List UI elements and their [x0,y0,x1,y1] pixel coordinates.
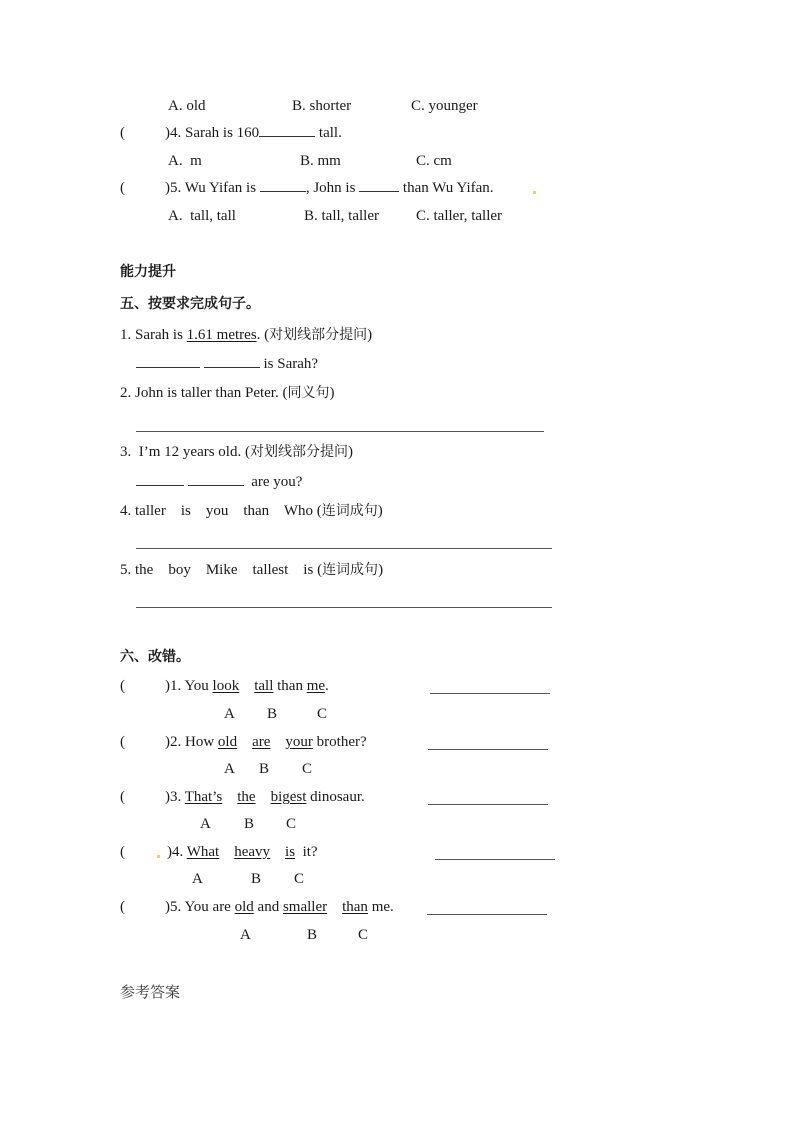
s6-text [256,789,271,805]
label-a: A [192,871,203,887]
answer-blank[interactable] [136,473,184,486]
s5-item-1-underlined: 1.61 metres [186,327,257,343]
label-a: A [224,706,235,722]
s5-item-1-post: . ( [256,327,270,343]
section6-title: 六、改错。 [120,649,190,665]
s6-text: it? [295,844,318,860]
s6-underlined-c: is [285,844,296,860]
s6-item-2 [165,733,367,751]
s6-underlined-a: What [186,844,220,860]
s6-text [219,844,234,860]
answer-key-heading: 参考答案 [120,983,181,1001]
q4-option-b: B. mm [300,153,341,169]
correction-line[interactable] [435,859,555,860]
s6-text: dinosaur. [306,789,365,805]
s6-underlined-b: tall [254,678,274,694]
s5-item-1-pre: 1. Sarah is [120,327,187,343]
q4-stem [165,124,342,142]
s6-item-1 [165,677,329,695]
s6-text [237,734,252,750]
s6-underlined-a: That’s [184,789,223,805]
s6-underlined-b: smaller [282,899,328,915]
label-b: B [251,871,262,887]
s6-item-1-num: )1. [165,678,185,694]
correction-line[interactable] [427,914,547,915]
label-b: B [267,706,278,722]
correction-line[interactable] [428,804,548,805]
correction-line[interactable] [430,693,550,694]
q3-option-b: B. shorter [292,98,352,114]
q4-stem-pre: )4. Sarah is 160 [165,125,260,141]
s6-text [239,678,254,694]
q4-option-c: C. cm [416,153,452,169]
s6-text: brother? [312,734,367,750]
answer-line[interactable] [136,431,544,432]
s5-item-4-text: 4. taller is you than Who ( [120,503,322,519]
s6-item-4-num: )4. [167,844,187,860]
q5-blank-2[interactable] [359,179,399,192]
s6-text: than [273,678,307,694]
s5-item-2-text: 2. John is taller than Peter. ( [120,385,288,401]
label-b: B [307,927,318,943]
decorative-dot [533,191,536,194]
s5-item-3-hint: 对划线部分提问 [249,444,348,460]
q4-blank[interactable] [259,124,315,137]
ability-heading: 能力提升 [120,264,176,280]
s5-item-1-hint: 对划线部分提问 [269,327,368,343]
s5-item-1 [120,326,372,344]
s6-text [270,734,285,750]
label-c: C [358,927,369,943]
s5-item-5-hint: 连词成句 [322,562,379,578]
s6-text: You are [184,899,235,915]
s6-text: me. [367,899,394,915]
label-b: B [244,816,255,832]
label-a: A [240,927,251,943]
q5-option-a: A. tall, tall [168,208,236,224]
s6-underlined-a: old [217,734,238,750]
s6-underlined-a: look [212,678,240,694]
q3-option-c: C. younger [411,98,478,114]
s5-item-5-close: ) [378,562,384,578]
q5-stem-pre: )5. Wu Yifan is [165,180,260,196]
s5-item-3-close: ) [347,444,353,460]
label-b: B [259,761,270,777]
s5-item-3-answer [136,473,302,491]
decorative-dot [157,855,160,858]
s5-item-4-close: ) [377,503,383,519]
correction-line[interactable] [428,749,548,750]
s6-text: and [253,899,283,915]
label-a: A [200,816,211,832]
s6-item-2-num: )2. [165,734,185,750]
label-a: A [224,761,235,777]
s5-item-3 [120,443,353,461]
s6-text: How [185,734,218,750]
q5-blank-1[interactable] [260,179,306,192]
s6-text: You [184,678,213,694]
q5-stem [165,179,494,197]
s5-item-1-answer-post: is Sarah? [259,356,319,372]
q5-option-b: B. tall, taller [304,208,379,224]
q4-stem-post: tall. [315,125,342,141]
s6-paren: ( [120,678,125,694]
s5-item-2-close: ) [329,385,335,401]
answer-paren: ( [120,125,125,141]
s6-item-5 [165,898,394,916]
section5-title: 五、按要求完成句子。 [120,296,260,312]
q3-option-a: A. old [168,98,206,114]
q5-stem-post: than Wu Yifan. [399,180,494,196]
answer-line[interactable] [136,607,552,608]
s5-item-2-hint: 同义句 [287,385,330,401]
answer-blank[interactable] [188,473,244,486]
q5-option-c: C. taller, taller [416,208,503,224]
s6-underlined-c: than [342,899,368,915]
s6-paren: ( [120,899,125,915]
s5-item-1-close: ) [367,327,373,343]
s5-item-5 [120,561,383,579]
q5-stem-mid: , John is [305,180,360,196]
answer-line[interactable] [136,548,552,549]
s6-paren: ( [120,789,125,805]
s6-underlined-c: your [285,734,313,750]
label-c: C [294,871,305,887]
s6-item-3 [165,788,365,806]
s5-item-2 [120,384,334,402]
s6-underlined-b: are [252,734,271,750]
s5-item-3-answer-post: are you? [247,474,303,490]
s6-paren: ( [120,844,125,860]
q4-option-a: A. m [168,153,202,169]
s6-text: . [325,678,329,694]
label-c: C [302,761,313,777]
s6-item-4 [167,843,318,861]
s6-underlined-a: old [234,899,254,915]
s6-underlined-b: heavy [234,844,271,860]
s5-item-3-text: 3. I’m 12 years old. ( [120,444,250,460]
s6-text [270,844,285,860]
answer-paren: ( [120,180,125,196]
answer-blank[interactable] [136,355,200,368]
s6-item-5-num: )5. [165,899,185,915]
s6-item-3-num: )3. [165,789,185,805]
s6-paren: ( [120,734,125,750]
s6-underlined-b: the [237,789,256,805]
s6-underlined-c: bigest [270,789,307,805]
s6-underlined-c: me [306,678,326,694]
s5-item-4 [120,502,383,520]
s5-item-4-hint: 连词成句 [321,503,378,519]
s6-text [222,789,237,805]
label-c: C [286,816,297,832]
s5-item-5-text: 5. the boy Mike tallest is ( [120,562,323,578]
label-c: C [317,706,328,722]
s5-item-1-answer [136,355,318,373]
answer-blank[interactable] [204,355,260,368]
s6-text [327,899,342,915]
